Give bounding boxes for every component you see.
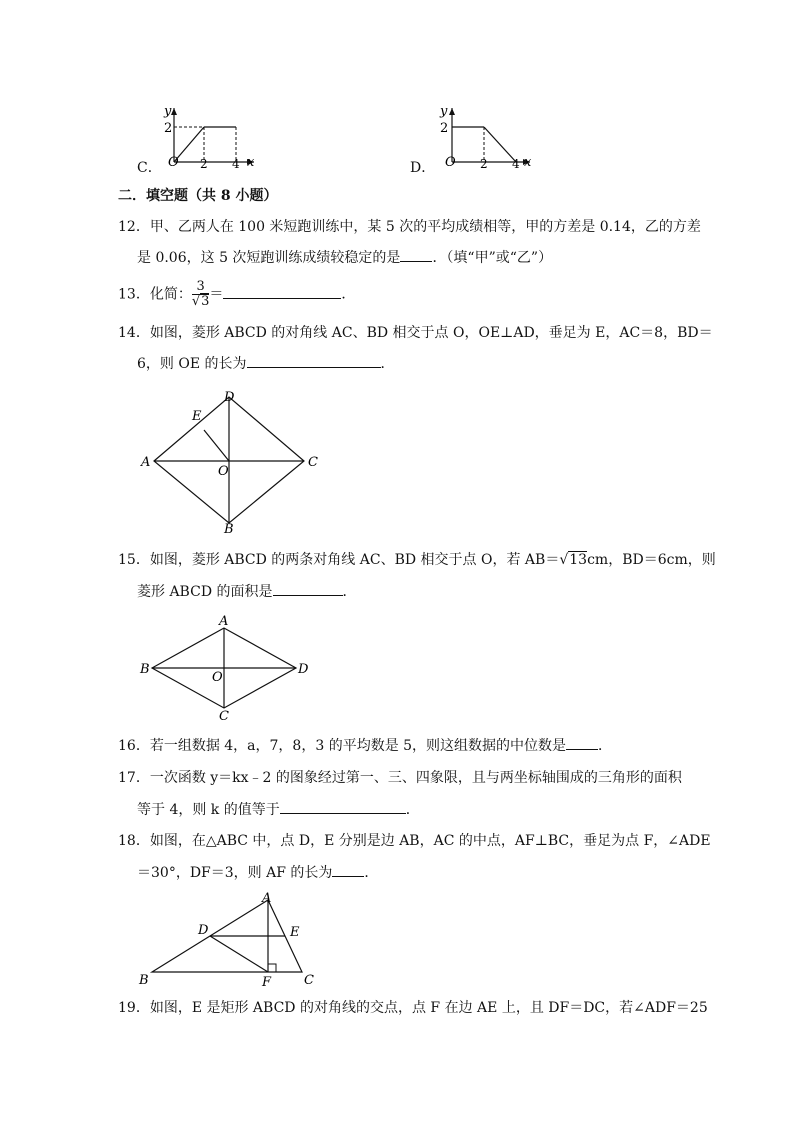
- q15-label-B: B: [140, 662, 150, 677]
- q18-label-C: C: [304, 973, 314, 988]
- q17-line2: [137, 799, 420, 820]
- graph-c-x-tick-4: 4: [232, 157, 240, 170]
- option-d-label: D．: [410, 160, 436, 176]
- q14-label-C: C: [308, 455, 318, 470]
- q18-triangle-figure: [136, 890, 326, 990]
- q15-text-b: cm，BD＝6cm，则: [587, 552, 716, 568]
- q14-answer-blank[interactable]: [247, 353, 381, 368]
- q17-line1: 17．一次函数 y＝kx﹣2 的图象经过第一、三、四象限，且与两坐标轴围成的三角形的面积: [118, 770, 682, 786]
- q18-line2: [137, 862, 378, 883]
- q15-text-a: 15．如图，菱形 ABCD 的两条对角线 AC、BD 相交于点 O，若 AB＝: [118, 552, 560, 568]
- section-title: 二．填空题（共 8 小题）: [118, 188, 278, 204]
- q12-answer-blank[interactable]: [400, 247, 432, 262]
- graph-d-origin: O: [445, 155, 456, 170]
- option-c-label: C．: [137, 160, 162, 176]
- q16-answer-blank[interactable]: [566, 735, 598, 750]
- graph-d-y-label: y: [440, 104, 448, 119]
- q17-text-b: ．: [405, 802, 420, 818]
- q14-rhombus-figure: [138, 385, 328, 535]
- graph-d-x-tick-4: 4: [512, 157, 520, 170]
- q18-label-D: D: [198, 923, 209, 938]
- q15-label-O: O: [212, 670, 223, 685]
- q16-text-b: ．: [598, 738, 613, 754]
- q15-label-C: C: [219, 709, 229, 724]
- graph-c-origin: O: [168, 155, 179, 170]
- q13-denominator: √3: [191, 294, 210, 309]
- q13-line: [118, 280, 355, 309]
- q12-text-a: 是 0.06，这 5 次短跑训练成绩较稳定的是: [137, 250, 401, 266]
- q13-fraction: [192, 280, 210, 309]
- q17-answer-blank[interactable]: [280, 799, 406, 814]
- q12-text-b: ．（填“甲”或“乙”）: [432, 250, 553, 266]
- q18-line1: 18．如图，在△ABC 中，点 D，E 分别是边 AB，AC 的中点，AF⊥BC，垂足为点 F，∠ADE: [118, 833, 711, 849]
- graph-c-y-label: y: [164, 104, 172, 119]
- q13-answer-blank[interactable]: [223, 284, 341, 299]
- q14-label-A: A: [141, 455, 151, 470]
- q18-label-B: B: [139, 973, 149, 988]
- graph-c-x-label: x: [247, 155, 255, 170]
- q15-label-A: A: [219, 614, 229, 629]
- q17-text-a: 等于 4，则 k 的值等于: [137, 802, 280, 818]
- option-d-graph: [432, 100, 532, 170]
- q13-equals: ＝: [209, 286, 224, 303]
- q14-text-b: ．: [380, 356, 395, 372]
- q14-label-D: D: [224, 390, 235, 405]
- q12-line1: 12．甲、乙两人在 100 米短跑训练中，某 5 次的平均成绩相等，甲的方差是 0.14，乙的方差: [118, 219, 701, 235]
- q14-line1: 14．如图，菱形 ABCD 的对角线 AC、BD 相交于点 O，OE⊥AD，垂足为 E，AC＝8，BD＝: [118, 325, 713, 341]
- q14-text-a: 6，则 OE 的长为: [137, 356, 247, 372]
- q15-rhombus-figure: [138, 612, 318, 724]
- q18-label-F: F: [262, 975, 272, 990]
- graph-d-x-label: x: [524, 155, 532, 170]
- q19-line1: 19．如图，E 是矩形 ABCD 的对角线的交点，点 F 在边 AE 上，且 DF＝DC，若∠ADF＝25: [118, 1000, 708, 1016]
- graph-c-x-tick-2: 2: [200, 157, 208, 170]
- graph-c-y-tick: 2: [164, 121, 173, 136]
- q15-text-d: ．: [342, 584, 357, 600]
- q18-text-b: ．: [364, 865, 379, 881]
- q15-label-D: D: [298, 662, 309, 677]
- q15-text-c: 菱形 ABCD 的面积是: [137, 584, 273, 600]
- graph-d-x-tick-2: 2: [480, 157, 488, 170]
- q18-answer-blank[interactable]: [332, 862, 364, 877]
- q14-line2: [137, 353, 395, 374]
- q12-line2: [137, 247, 552, 268]
- q16-line: [118, 735, 612, 756]
- q14-label-O: O: [218, 464, 229, 479]
- q15-sqrt-value: 13: [569, 552, 588, 568]
- option-c-graph: [158, 100, 258, 170]
- q15-line2: [137, 581, 357, 602]
- q13-numerator: 3: [192, 280, 210, 295]
- q16-text-a: 16．若一组数据 4，a，7，8，3 的平均数是 5，则这组数据的中位数是: [118, 738, 567, 754]
- q14-label-E: E: [192, 409, 202, 424]
- q18-label-E: E: [290, 925, 300, 940]
- q15-line1: 15．如图，菱形 ABCD 的两条对角线 AC、BD 相交于点 O，若 AB＝√13cm，BD＝6cm，则: [118, 552, 716, 568]
- q18-label-A: A: [262, 891, 272, 906]
- q18-text-a: ＝30°，DF＝3，则 AF 的长为: [137, 865, 333, 881]
- q13-prefix: 13．化简：: [118, 286, 192, 303]
- graph-d-y-tick: 2: [440, 121, 449, 136]
- q13-suffix: ．: [341, 286, 356, 303]
- q14-label-B: B: [224, 522, 234, 535]
- q15-answer-blank[interactable]: [273, 581, 343, 596]
